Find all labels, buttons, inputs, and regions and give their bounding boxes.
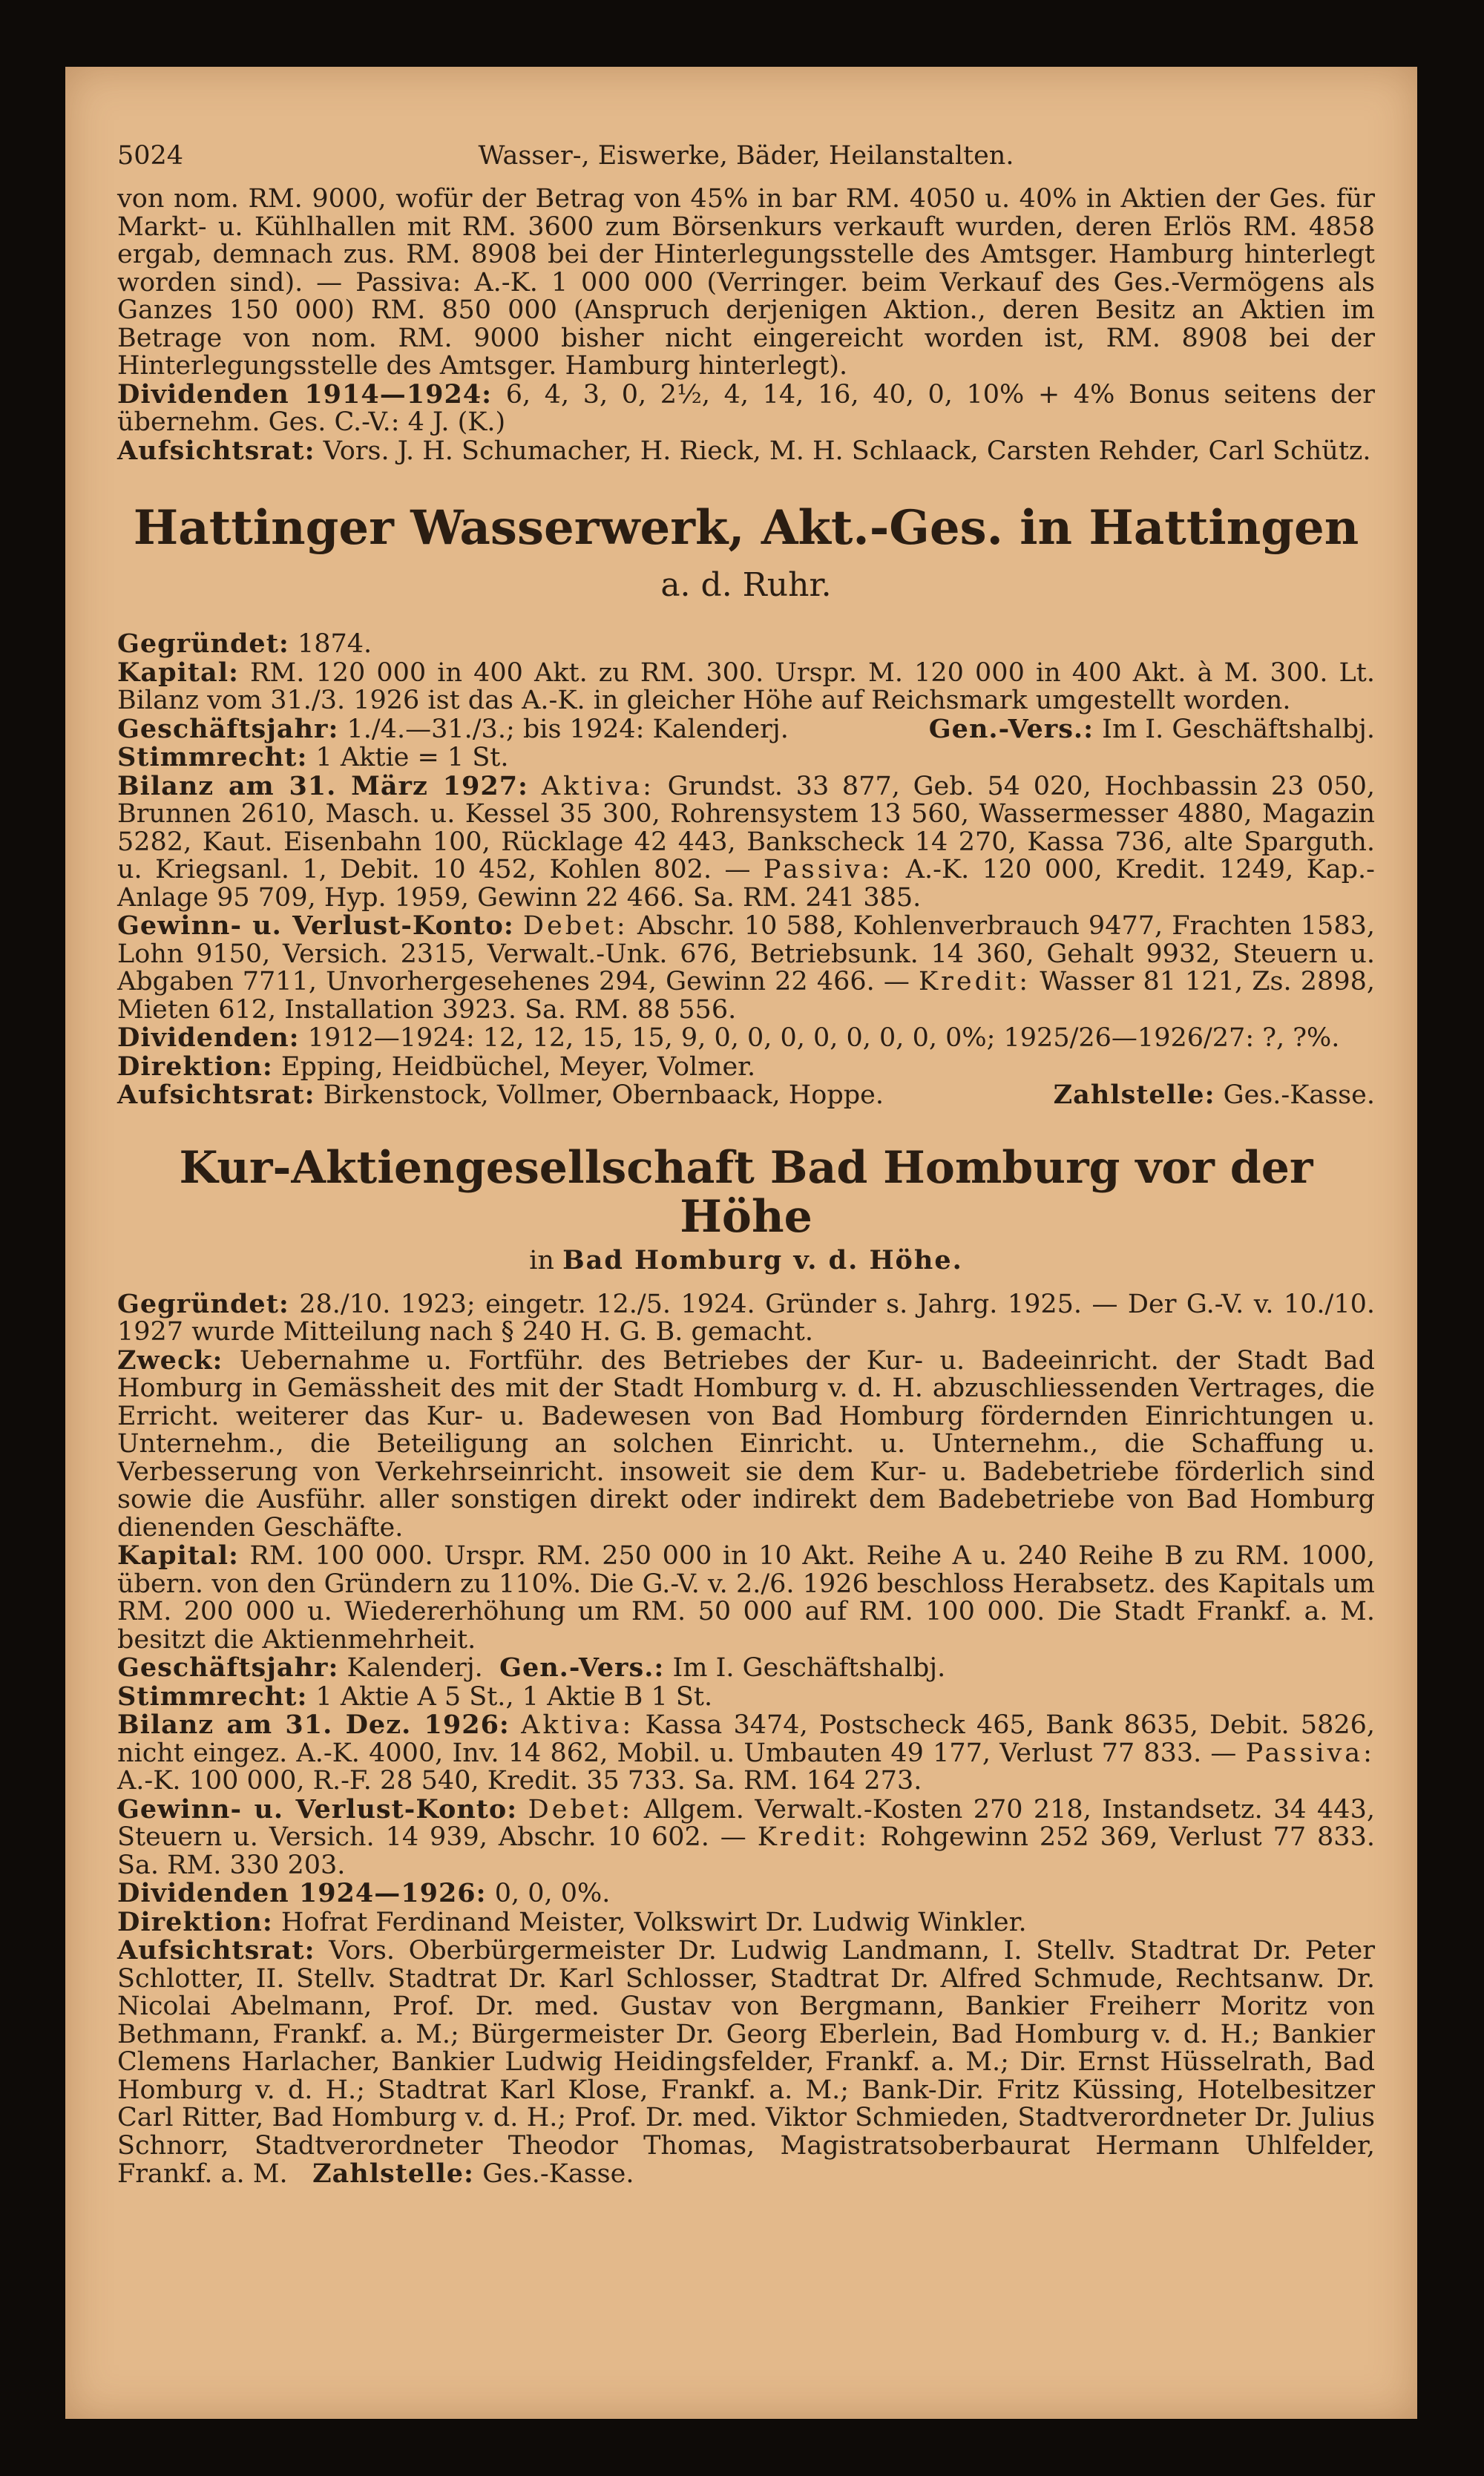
homburg-paying-agent-label: Zahlstelle: xyxy=(312,2158,474,2189)
hattingen-capital-label: Kapital: xyxy=(117,657,239,688)
hattingen-title-main: Hattinger Wasserwerk, Akt.-Ges. in Hattingen xyxy=(133,500,1359,556)
homburg-fiscal-text: Kalenderj. xyxy=(347,1653,483,1683)
hattingen-liabilities-label: Passiva: xyxy=(763,855,893,884)
homburg-voting-label: Stimmrecht: xyxy=(117,1681,308,1712)
hattingen-debit-text: Abschr. 10 588, Kohlenverbrauch 9477, Frachten 1583, Lohn 9150, Versich. 2315, Verwalt.-Unk. 676, Betriebsunk. 14 360, Gehalt 9932, Steuern u. Abgaben 7711, Unvorhergesehenes 294, Gewinn 22 466. — xyxy=(117,911,1375,996)
hattingen-capital-text: RM. 120 000 in 400 Akt. zu RM. 300. Urspr. M. 120 000 in 400 Akt. à M. 300. Lt. Bilanz vom 31./3. 1926 ist das A.-K. in gleicher Höhe auf Reichsmark umgestellt worden. xyxy=(117,657,1375,715)
hattingen-management-text: Epping, Heidbüchel, Meyer, Volmer. xyxy=(280,1051,756,1082)
content xyxy=(117,141,1375,2189)
homburg-founded-label: Gegründet: xyxy=(117,1288,289,1319)
prev-board-text: Vors. J. H. Schumacher, H. Rieck, M. H. Schlaack, Carsten Rehder, Carl Schütz. xyxy=(323,436,1371,466)
homburg-profit-loss xyxy=(117,1793,1375,1880)
hattingen-paying-agent-text: Ges.-Kasse. xyxy=(1223,1080,1375,1110)
homburg-fiscal-row xyxy=(117,1654,1375,1683)
hattingen-capital xyxy=(117,659,1375,715)
running-title: Wasser-, Eiswerke, Bäder, Heilanstalten. xyxy=(478,141,1014,171)
homburg-founded xyxy=(117,1290,1375,1347)
hattingen-management-label: Direktion: xyxy=(117,1051,273,1082)
homburg-balance-label: Bilanz am 31. Dez. 1926: xyxy=(117,1710,510,1740)
homburg-management xyxy=(117,1908,1375,1937)
hattingen-board-label: Aufsichtsrat: xyxy=(117,1080,315,1110)
prev-dividends xyxy=(117,378,1375,437)
hattingen-profit-loss xyxy=(117,912,1375,1024)
prev-entry-paragraph: von nom. RM. 9000, wofür der Betrag von 45% in bar RM. 4050 u. 40% in Aktien der Ges. für Markt- u. Kühlhallen mit RM. 3600 zum Börsenkurs verkauft wurden, deren Erlös RM. 4858 ergab, demnach zus. RM. 8908 bei der Hinterlegungsstelle des Amtsger. Hamburg hinterlegt worden sind). — Passiva: A.-K. 1 000 000 (Verringer. beim Verkauf des Ges.-Vermögens als Ganzes 150 000) RM. 850 000 (Anspruch derjenigen Aktion., deren Besitz an Aktien im Betrage von nom. RM. 9000 bisher nicht eingereicht worden ist, RM. 8908 bei der Hinterlegungsstelle des Amtsger. Hamburg hinterlegt). xyxy=(117,184,1375,381)
homburg-title: Kur-Aktiengesellschaft Bad Homburg vor der Höhe xyxy=(179,1141,1313,1243)
prev-board-label: Aufsichtsrat: xyxy=(117,435,315,466)
hattingen-pl-label: Gewinn- u. Verlust-Konto: xyxy=(117,910,514,941)
hattingen-meeting-text: Im I. Geschäftshalbj. xyxy=(1102,714,1375,744)
hattingen-voting-text: 1 Aktie = 1 St. xyxy=(315,743,509,772)
homburg-subtitle xyxy=(117,1245,1375,1275)
hattingen-credit-label: Kredit: xyxy=(919,967,1031,996)
hattingen-board-row xyxy=(117,1081,1375,1110)
homburg-liabilities-text: A.-K. 100 000, R.-F. 28 540, Kredit. 35 733. Sa. RM. 164 273. xyxy=(117,1766,922,1796)
homburg-board-text: Vors. Oberbürgermeister Dr. Ludwig Landmann, I. Stellv. Stadtrat Dr. Peter Schlotter, II. Stellv. Stadtrat Dr. Karl Schlosser, Stadtrat Dr. Alfred Schmude, Rechtsanw. Dr. Nicolai Abelmann, Prof. Dr. med. Gustav von Bergmann, Bankier Freiherr Moritz von Bethmann, Frankf. a. M.; Bürgermeister Dr. Georg Eberlein, Bad Homburg v. d. H.; Bankier Clemens Harlacher, Bankier Ludwig Heidingsfelder, Frankf. a. M.; Dir. Ernst Hüsselrath, Bad Homburg v. d. H.; Stadtrat Karl Klose, Frankf. a. M.; Bank-Dir. Fritz Küssing, Hotelbesitzer Carl Ritter, Bad Homburg v. d. H.; Prof. Dr. med. Viktor Schmieden, Stadtverordneter Dr. Julius Schnorr, Stadtverordneter Theodor Thomas, Magistratsoberbaurat Hermann Uhlfelder, Frankf. a. M. xyxy=(117,1936,1375,2189)
hattingen-voting-label: Stimmrecht: xyxy=(117,742,308,772)
hattingen-assets-label: Aktiva: xyxy=(541,771,654,801)
hattingen-founded-text: 1874. xyxy=(297,629,372,659)
hattingen-credit-text: Wasser 81 121, Zs. 2898, Mieten 612, Installation 3923. Sa. RM. 88 556. xyxy=(117,967,1375,1025)
homburg-management-text: Hofrat Ferdinand Meister, Volkswirt Dr. Ludwig Winkler. xyxy=(280,1907,1027,1937)
homburg-credit-text: Rohgewinn 252 369, Verlust 77 833. Sa. RM. 330 203. xyxy=(117,1822,1375,1880)
hattingen-title-suffix: a. d. Ruhr. xyxy=(660,566,832,604)
prev-dividends-label: Dividenden 1914—1924: xyxy=(117,378,493,410)
prev-supervisory-board xyxy=(117,437,1375,466)
hattingen-paying-agent-label: Zahlstelle: xyxy=(1053,1080,1215,1110)
hattingen-meeting-label: Gen.-Vers.: xyxy=(928,713,1094,744)
homburg-liabilities-label: Passiva: xyxy=(1245,1738,1375,1768)
homburg-voting xyxy=(117,1683,1375,1712)
page-number: 5024 xyxy=(117,141,184,171)
homburg-founded-text: 28./10. 1923; eingetr. 12./5. 1924. Gründer s. Jahrg. 1925. — Der G.-V. v. 10./10. 1927 wurde Mitteilung nach § 240 H. G. B. gemacht. xyxy=(117,1289,1375,1347)
homburg-board xyxy=(117,1937,1375,2189)
homburg-meeting-label: Gen.-Vers.: xyxy=(499,1652,665,1683)
homburg-board-label: Aufsichtsrat: xyxy=(117,1935,315,1966)
hattingen-founded-label: Gegründet: xyxy=(117,628,289,659)
hattingen-management xyxy=(117,1053,1375,1082)
hattingen-voting xyxy=(117,743,1375,772)
hattingen-founded xyxy=(117,630,1375,659)
homburg-meeting-text: Im I. Geschäftshalbj. xyxy=(672,1653,946,1683)
homburg-assets-label: Aktiva: xyxy=(521,1710,634,1740)
hattingen-balance xyxy=(117,772,1375,913)
homburg-purpose-label: Zweck: xyxy=(117,1344,223,1376)
homburg-dividends-label: Dividenden 1924—1926: xyxy=(117,1878,487,1908)
hattingen-assets-text: Grundst. 33 877, Geb. 54 020, Hochbassin 23 050, Brunnen 2610, Masch. u. Kessel 35 300, Rohrensystem 13 560, Wassermesser 4880, Magazin 5282, Kaut. Eisenbahn 100, Rücklage 42 443, Bankscheck 14 270, Kassa 736, alte Sparguth. u. Kriegsanl. 1, Debit. 10 452, Kohlen 802. — xyxy=(117,771,1375,884)
homburg-credit-label: Kredit: xyxy=(757,1822,870,1852)
hattingen-fiscal-text: 1./4.—31./3.; bis 1924: Kalenderj. xyxy=(347,714,789,744)
hattingen-fiscal-row xyxy=(117,715,1375,744)
prev-dividends-text: 6, 4, 3, 0, 2½, 4, 14, 16, 40, 0, 10% + 4% Bonus seitens der übernehm. Ges. C.-V.: 4 J. (K.) xyxy=(117,379,1375,437)
homburg-capital xyxy=(117,1542,1375,1654)
homburg-debit-text: Allgem. Verwalt.-Kosten 270 218, Instandsetz. 34 443, Steuern u. Versich. 14 939, Abschr. 10 602. — xyxy=(117,1794,1375,1852)
homburg-pl-label: Gewinn- u. Verlust-Konto: xyxy=(117,1793,518,1825)
homburg-paying-agent-text: Ges.-Kasse. xyxy=(482,2159,634,2189)
homburg-capital-text: RM. 100 000. Urspr. RM. 250 000 in 10 Akt. Reihe A u. 240 Reihe B zu RM. 1000, übern. von den Gründern zu 110%. Die G.-V. v. 2./6. 1926 beschloss Herabsetz. des Kapitals um RM. 200 000 u. Wiedererhöhung um RM. 50 000 auf RM. 100 000. Die Stadt Frankf. a. M. besitzt die Aktienmehrheit. xyxy=(117,1541,1375,1655)
hattingen-title xyxy=(117,502,1375,611)
homburg-management-label: Direktion: xyxy=(117,1906,273,1937)
page-header xyxy=(117,141,1375,185)
hattingen-liabilities-text: A.-K. 120 000, Kredit. 1249, Kap.-Anlage 95 709, Hyp. 1959, Gewinn 22 466. Sa. RM. 241 385. xyxy=(117,855,1375,913)
homburg-assets-text: Kassa 3474, Postscheck 465, Bank 8635, Debit. 5826, nicht eingez. A.-K. 4000, Inv. 14 862, Mobil. u. Umbauten 49 177, Verlust 77 833. — xyxy=(117,1710,1376,1768)
hattingen-balance-label: Bilanz am 31. März 1927: xyxy=(117,770,528,801)
page xyxy=(65,67,1417,2419)
homburg-balance xyxy=(117,1711,1375,1796)
homburg-debit-label: Debet: xyxy=(528,1794,634,1825)
homburg-subtitle-place: Bad Homburg v. d. Höhe. xyxy=(562,1244,963,1275)
homburg-dividends xyxy=(117,1879,1375,1908)
hattingen-debit-label: Debet: xyxy=(522,911,628,941)
homburg-capital-label: Kapital: xyxy=(117,1540,239,1571)
hattingen-dividends-label: Dividenden: xyxy=(117,1022,300,1053)
hattingen-fiscal-label: Geschäftsjahr: xyxy=(117,713,339,744)
hattingen-dividends-text: 1912—1924: 12, 12, 15, 15, 9, 0, 0, 0, 0, 0, 0, 0, 0%; 1925/26—1926/27: ?, ?%. xyxy=(307,1023,1340,1053)
hattingen-board-text: Birkenstock, Vollmer, Obernbaack, Hoppe. xyxy=(323,1080,884,1110)
hattingen-dividends xyxy=(117,1024,1375,1053)
homburg-purpose-text: Uebernahme u. Fortführ. des Betriebes der Kur- u. Badeeinricht. der Stadt Bad Homburg in Gemässheit des mit der Stadt Homburg v. d. H. abzuschliessenden Vertrages, die Erricht. weiterer das Kur- u. Badewesen von Bad Homburg fördernden Einrichtungen u. Unternehm., die Beteiligung an solchen Einricht. u. Unternehm., die Schaffung u. Verbesserung von Verkehrseinricht. insoweit sie dem Kur- u. Badebetriebe förderlich sind sowie die Ausführ. aller sonstigen direkt oder indirekt dem Badebetriebe von Bad Homburg dienenden Geschäfte. xyxy=(117,1345,1375,1543)
homburg-fiscal-label: Geschäftsjahr: xyxy=(117,1652,339,1683)
homburg-purpose xyxy=(117,1344,1375,1543)
homburg-dividends-text: 0, 0, 0%. xyxy=(494,1879,611,1908)
homburg-subtitle-prefix: in xyxy=(529,1245,554,1275)
homburg-voting-text: 1 Aktie A 5 St., 1 Aktie B 1 St. xyxy=(315,1681,713,1712)
